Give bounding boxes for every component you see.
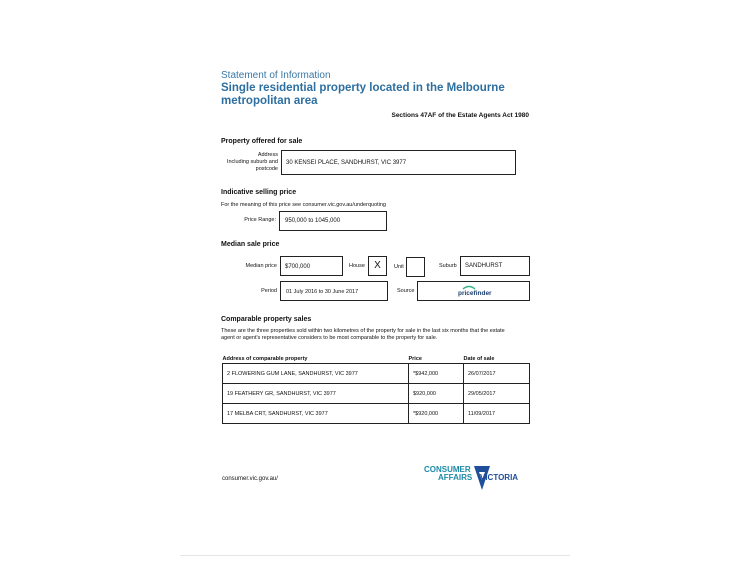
comparable-description xyxy=(221,328,505,342)
median-heading: Median sale price xyxy=(221,241,280,248)
address-label-line3: postcode xyxy=(255,166,278,172)
period-field xyxy=(280,281,388,301)
row-price: *$942,000 xyxy=(409,364,464,384)
address-label xyxy=(214,152,278,173)
period-label: Period xyxy=(261,288,277,294)
source-label: Source xyxy=(397,288,415,294)
underquoting-note: For the meaning of this price see consumer.vic.gov.au/underquoting xyxy=(221,202,386,208)
suburb-label: Suburb xyxy=(439,263,457,269)
comparable-heading: Comparable property sales xyxy=(221,316,312,323)
table-row xyxy=(223,404,530,424)
row-address: 17 MELBA CRT, SANDHURST, VIC 3977 xyxy=(223,404,409,424)
consumer-affairs-logo xyxy=(424,466,524,492)
source-logo-text: pricefinder xyxy=(458,290,492,297)
logo-line3: VICTORIA xyxy=(480,473,519,482)
comparable-desc-line1: These are the three properties sold within two kilometres of the property for sale in the last six months that the estate xyxy=(221,328,505,334)
col-date-header: Date of sale xyxy=(464,355,530,364)
period-value: 01 July 2016 to 30 June 2017 xyxy=(286,289,359,295)
unit-checkbox xyxy=(406,257,425,277)
house-checkbox xyxy=(368,256,387,276)
suburb-field xyxy=(460,256,530,276)
price-range-label: Price Range: xyxy=(244,217,276,223)
unit-label: Unit xyxy=(394,264,404,270)
median-price-value: $700,000 xyxy=(285,264,311,270)
suburb-value: SANDHURST xyxy=(465,263,503,269)
row-date: 29/05/2017 xyxy=(464,384,530,404)
col-address-header: Address of comparable property xyxy=(223,355,409,364)
source-field xyxy=(417,281,530,301)
price-range-value: 950,000 to 1045,000 xyxy=(285,218,341,224)
page-title-line1: Single residential property located in the Melbourne xyxy=(221,82,505,94)
page-title-line2: metropolitan area xyxy=(221,95,318,107)
address-label-line1: Address xyxy=(257,152,278,158)
property-heading: Property offered for sale xyxy=(221,138,303,145)
comparable-table xyxy=(222,355,530,424)
price-range-field xyxy=(279,211,387,231)
row-address: 2 FLOWERING GUM LANE, SANDHURST, VIC 3977 xyxy=(223,364,409,384)
page-bottom-divider xyxy=(180,555,570,556)
median-price-field xyxy=(280,256,343,276)
median-price-label: Median price xyxy=(245,263,277,269)
row-address: 19 FEATHERY GR, SANDHURST, VIC 3977 xyxy=(223,384,409,404)
row-date: 26/07/2017 xyxy=(464,364,530,384)
row-price: *$920,000 xyxy=(409,404,464,424)
col-price-header: Price xyxy=(409,355,464,364)
house-label: House xyxy=(349,263,365,269)
row-date: 11/09/2017 xyxy=(464,404,530,424)
footer-url: consumer.vic.gov.au/ xyxy=(222,476,278,482)
act-reference: Sections 47AF of the Estate Agents Act 1980 xyxy=(391,112,529,119)
table-row xyxy=(223,384,530,404)
row-price: $920,000 xyxy=(409,384,464,404)
statement-label: Statement of Information xyxy=(221,70,331,81)
address-label-line2: Including suburb and xyxy=(226,159,278,165)
table-row xyxy=(223,364,530,384)
house-mark: X xyxy=(374,260,381,271)
address-field xyxy=(281,150,516,175)
logo-line2: AFFAIRS xyxy=(438,473,473,482)
address-value: 30 KENSEI PLACE, SANDHURST, VIC 3977 xyxy=(286,160,407,166)
comparable-desc-line2: agent or agent's representative considers to be most comparable to the property for sale. xyxy=(221,335,438,341)
indicative-heading: Indicative selling price xyxy=(221,189,297,196)
logo-line1: CONSUMER xyxy=(424,465,471,474)
table-header-row xyxy=(223,355,530,364)
